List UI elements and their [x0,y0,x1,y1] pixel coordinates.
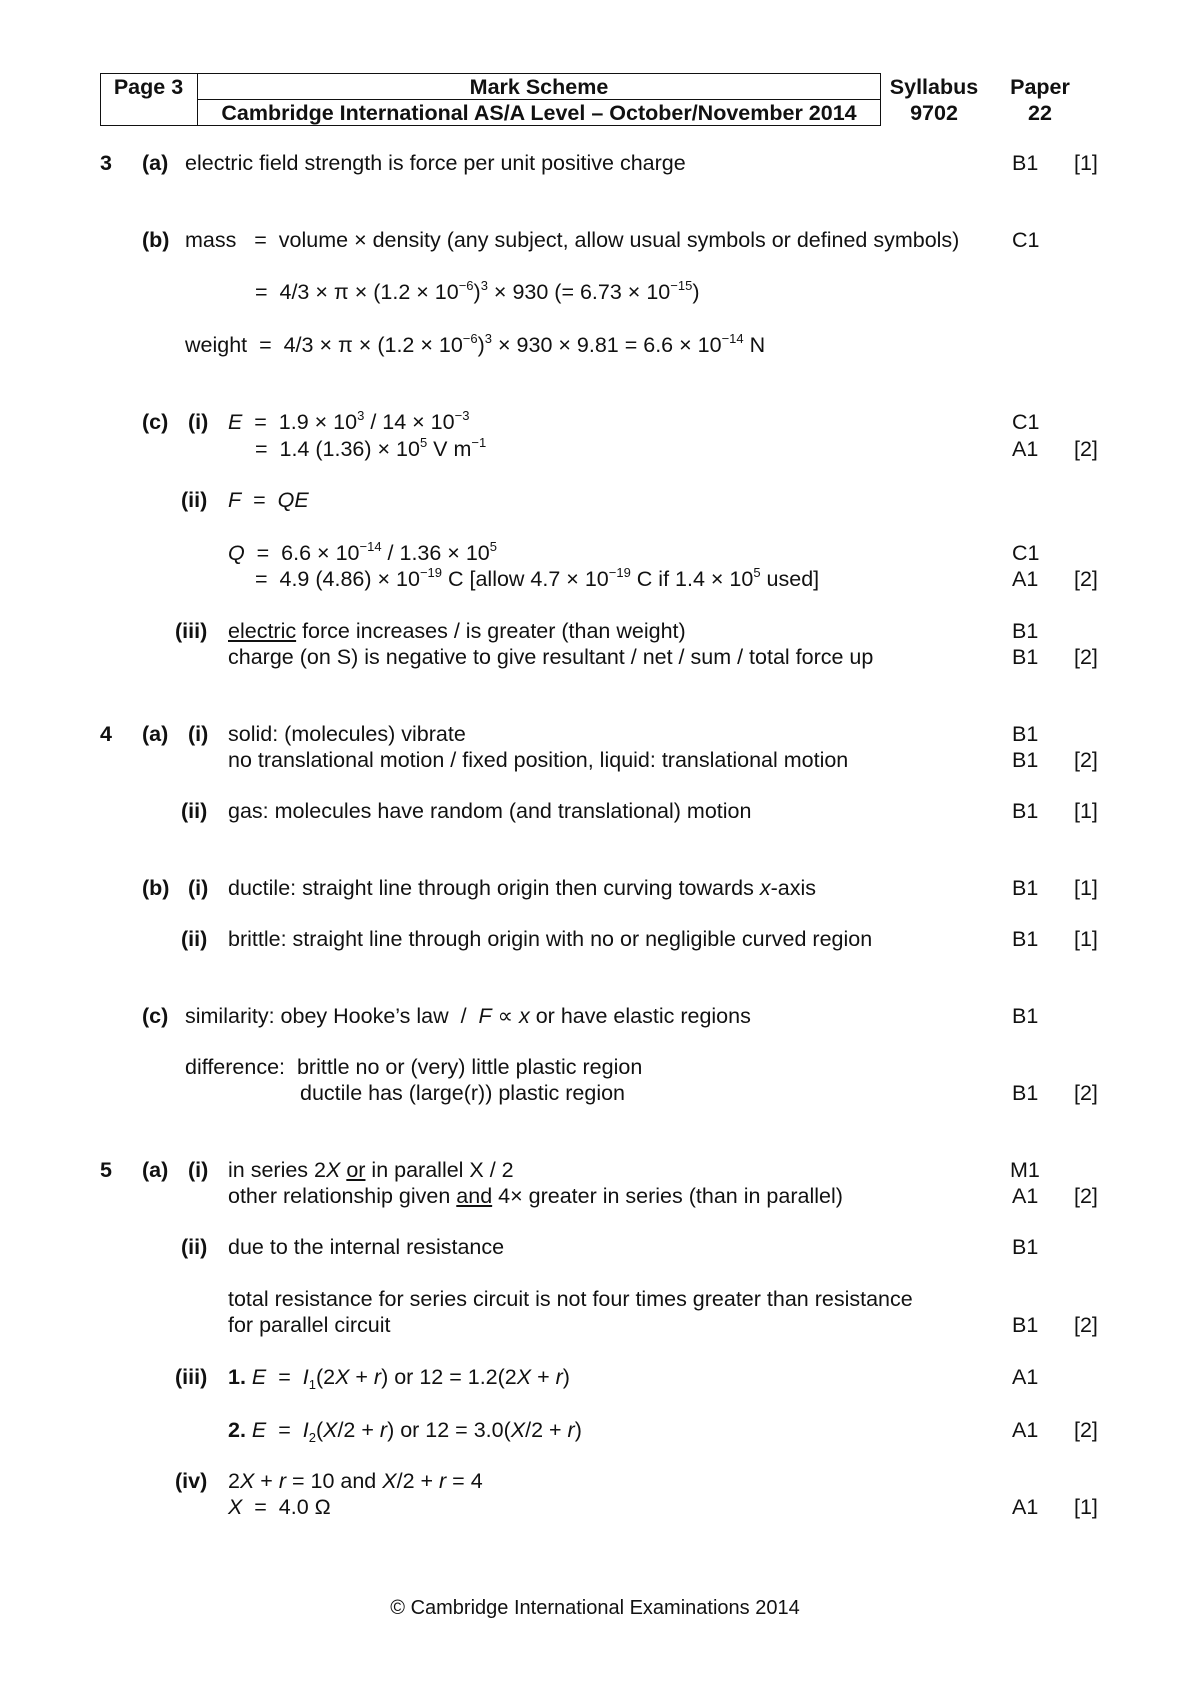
part-label: (a) [142,722,169,746]
mark: B1 [1012,748,1039,772]
answer-text: = 4.9 $(4.86) \times 10^{-19}$ C [allow $4.7 \times 10^{-19}$ C if $1.4 \times 10^5$ used] [255,565,820,591]
answer-text: gas: molecules have random (and translational) motion [228,799,752,823]
question-number: 4 [100,722,112,746]
mark: B1 [1012,151,1039,175]
paper-number: 22 [1028,101,1052,125]
mark: C1 [1012,541,1040,565]
answer-text: in series 2X or in parallel X / 2 [228,1158,514,1182]
mark-total: [2] [1074,1418,1098,1442]
mark-total: [1] [1074,876,1098,900]
mark-total: [1] [1074,1495,1098,1519]
mark: B1 [1012,645,1039,669]
answer-text: F = QE [228,488,309,512]
syllabus-label: Syllabus [889,75,979,99]
part-label: (b) [142,876,170,900]
subpart-label: (iii) [175,1365,208,1389]
answer-text: charge (on S) is negative to give resultant / net / sum / total force up [228,645,874,669]
answer-text: weight = $4/3 \times \pi \times (1.2 \times 10^{-6})^3 \times 930 \times 9.81 = 6.6 \times 10^{-14}$ N [185,331,766,357]
mark-total: [1] [1074,151,1098,175]
answer-text: $E = 1.9 \times 10^3 / 14 \times 10^{-3}$ [228,408,470,434]
mark: B1 [1012,927,1039,951]
subpart-label: (ii) [181,799,208,823]
question-number: 5 [100,1158,112,1182]
mark: M1 [1010,1158,1040,1182]
answer-text: solid: (molecules) vibrate [228,722,466,746]
question-number: 3 [100,151,112,175]
answer-text: electric force increases / is greater (than weight) [228,619,686,643]
answer-text: for parallel circuit [228,1313,391,1337]
mark: C1 [1012,228,1040,252]
answer-text: total resistance for series circuit is not four times greater than resistance [228,1287,913,1311]
paper-label: Paper [1010,75,1070,99]
answer-text: $Q = 6.6 \times 10^{-14} / 1.36 \times 10^5$ [228,539,497,565]
footer-copyright: © Cambridge International Examinations 2014 [390,1597,800,1619]
answer-text: = 1.4 $(1.36) \times 10^5$ V $m^{-1}$ [255,435,487,461]
answer-text: other relationship given and 4× greater in series (than in parallel) [228,1184,843,1208]
part-label: (c) [142,1004,169,1028]
mark: A1 [1012,437,1039,461]
mark-total: [2] [1074,1184,1098,1208]
document-title: Mark Scheme [469,75,609,99]
answer-text: due to the internal resistance [228,1235,505,1259]
mark-total: [2] [1074,567,1098,591]
syllabus-code: 9702 [910,101,958,125]
header-divider-horizontal [197,99,881,100]
part-label: (a) [142,1158,169,1182]
mark: C1 [1012,410,1040,434]
mark: A1 [1012,1365,1039,1389]
mark: B1 [1012,876,1039,900]
part-label: (b) [142,228,170,252]
answer-text: X = 4.0 Ω [228,1495,331,1519]
subpart-label: (ii) [181,927,208,951]
subpart-label: (i) [188,722,209,746]
mark-total: [1] [1074,927,1098,951]
mark: A1 [1012,567,1039,591]
answer-text: similarity: obey Hooke’s law / F ∝ x or have elastic regions [185,1004,751,1028]
mark-total: [2] [1074,1313,1098,1337]
answer-text: = $4/3 \times \pi \times (1.2 \times 10^{-6})^3 \times 930$ (= $6.73 \times 10^{-15}$) [255,278,700,304]
answer-text: 2. $E = I_2(X/2 + r)$ or 12 = 3.0(X/2 + r) [228,1418,582,1445]
mark: B1 [1012,722,1039,746]
subpart-label: (i) [188,1158,209,1182]
mark-total: [2] [1074,1081,1098,1105]
answer-text: no translational motion / fixed position, liquid: translational motion [228,748,849,772]
subpart-label: (iii) [175,619,208,643]
page-number: Page 3 [113,75,184,99]
subpart-label: (ii) [181,1235,208,1259]
mark-total: [2] [1074,437,1098,461]
mark: B1 [1012,1004,1039,1028]
answer-text: ductile: straight line through origin then curving towards x-axis [228,876,816,900]
mark-total: [2] [1074,748,1098,772]
mark: A1 [1012,1184,1039,1208]
answer-text: mass = volume × density (any subject, allow usual symbols or defined symbols) [185,228,960,252]
answer-text: electric field strength is force per unit positive charge [185,151,686,175]
part-label: (a) [142,151,169,175]
subpart-label: (ii) [181,488,208,512]
mark-total: [1] [1074,799,1098,823]
document-subtitle: Cambridge International AS/A Level – October/November 2014 [221,101,857,125]
answer-text: difference: brittle no or (very) little plastic region [185,1055,643,1079]
mark-total: [2] [1074,645,1098,669]
part-label: (c) [142,410,169,434]
answer-text: 1. $E = I_1(2X + r)$ or 12 = 1.2(2X + r) [228,1365,570,1392]
answer-text: brittle: straight line through origin with no or negligible curved region [228,927,873,951]
subpart-label: (i) [188,876,209,900]
mark: B1 [1012,1081,1039,1105]
mark: A1 [1012,1495,1039,1519]
mark: B1 [1012,619,1039,643]
mark: B1 [1012,799,1039,823]
answer-text: 2X + r = 10 and X/2 + r = 4 [228,1469,483,1493]
mark: B1 [1012,1235,1039,1259]
subpart-label: (iv) [175,1469,208,1493]
answer-text: ductile has (large(r)) plastic region [300,1081,626,1105]
subpart-label: (i) [188,410,209,434]
mark: A1 [1012,1418,1039,1442]
mark: B1 [1012,1313,1039,1337]
